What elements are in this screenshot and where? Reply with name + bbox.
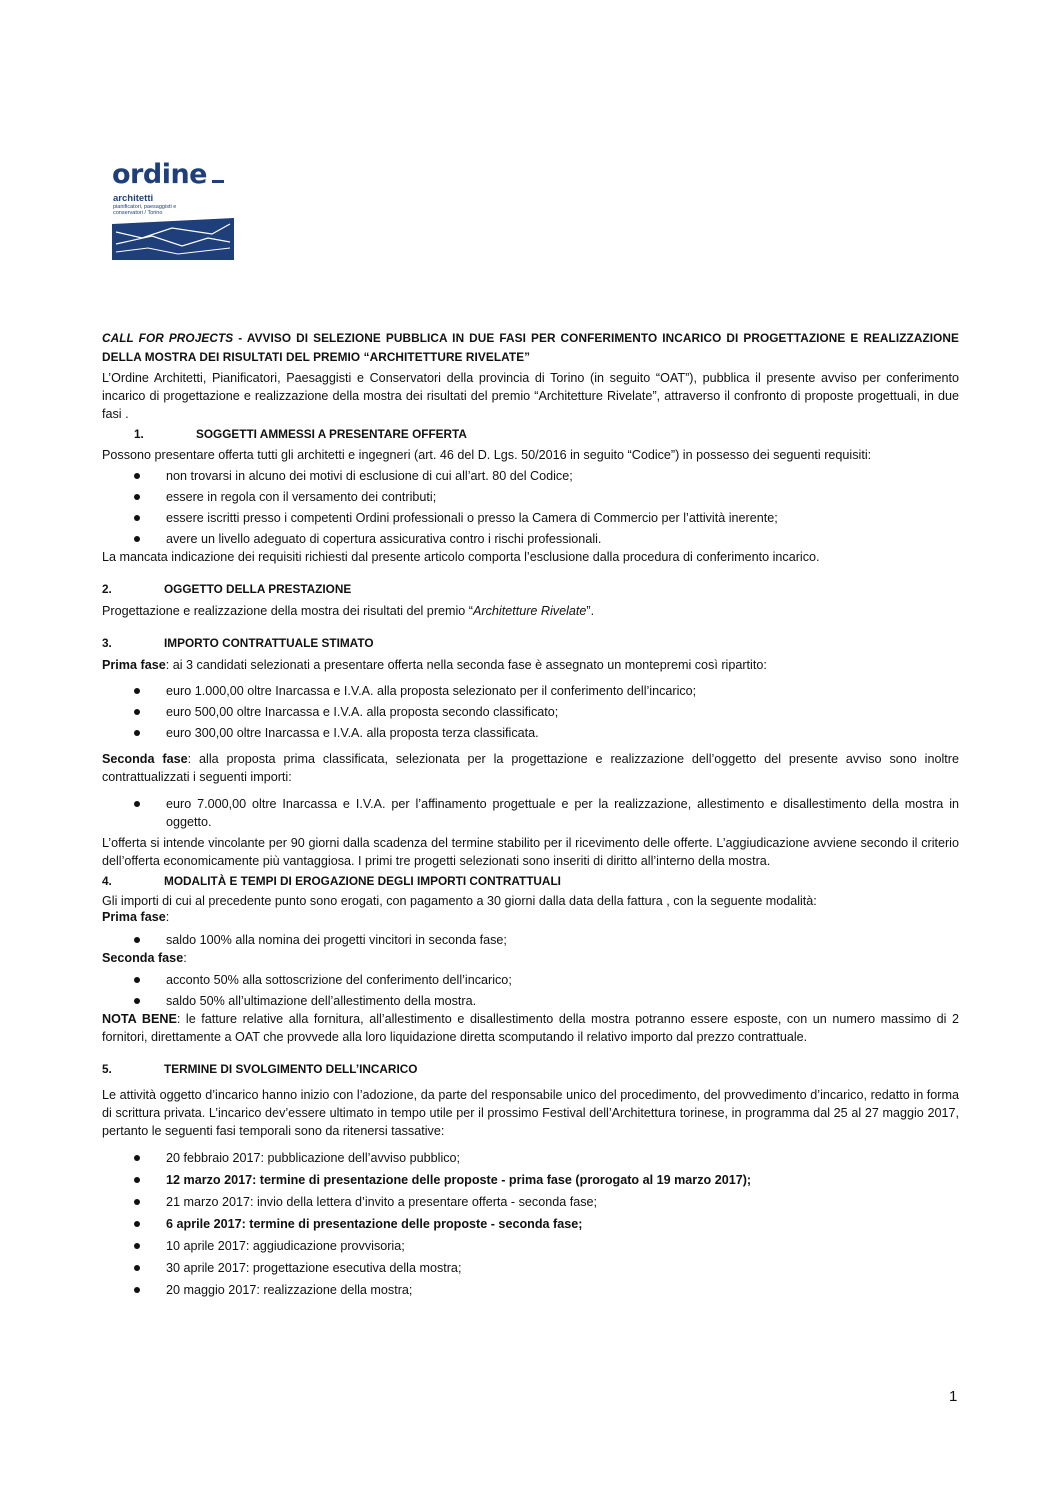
- list-item: 30 aprile 2017: progettazione esecutiva della mostra;: [102, 1259, 959, 1277]
- list-item: 12 marzo 2017: termine di presentazione delle proposte - prima fase (prorogato al 19 marzo 2017);: [102, 1171, 959, 1189]
- list-item: euro 300,00 oltre Inarcassa e I.V.A. alla proposta terza classificata.: [102, 724, 959, 742]
- list-item: 21 marzo 2017: invio della lettera d’invito a presentare offerta - seconda fase;: [102, 1193, 959, 1211]
- seconda-fase-payments: [102, 971, 959, 1010]
- list-item: saldo 100% alla nomina dei progetti vincitori in seconda fase;: [102, 931, 959, 949]
- section-4-prima-label: Prima fase:: [102, 910, 170, 924]
- list-item: essere in regola con il versamento dei contributi;: [102, 488, 959, 506]
- list-item: essere iscritti presso i competenti Ordini professionali o presso la Camera di Commercio per l’attività inerente;: [102, 509, 959, 527]
- list-item: 6 aprile 2017: termine di presentazione delle proposte - seconda fase;: [102, 1215, 959, 1233]
- list-item: euro 500,00 oltre Inarcassa e I.V.A. alla proposta secondo classificato;: [102, 703, 959, 721]
- section-3-heading: 3. IMPORTO CONTRATTUALE STIMATO: [102, 636, 374, 650]
- section-5-heading: 5. TERMINE DI SVOLGIMENTO DELL’INCARICO: [102, 1062, 418, 1076]
- logo-wordmark: ordine: [112, 160, 224, 190]
- prima-fase-payments: [102, 931, 959, 949]
- list-item: acconto 50% alla sottoscrizione del conferimento dell’incarico;: [102, 971, 959, 989]
- list-item: saldo 50% all’ultimazione dell’allestimento della mostra.: [102, 992, 959, 1010]
- logo-line1: architetti: [113, 193, 154, 204]
- document-title: CALL FOR PROJECTS - AVVISO DI SELEZIONE PUBBLICA IN DUE FASI PER CONFERIMENTO INCARICO DI PROGETTAZIONE E REALIZZAZIONE DELLA MOSTRA DEI RISULTATI DEL PREMIO “ARCHITETTURE RIVELATE”: [102, 331, 959, 364]
- list-item: euro 7.000,00 oltre Inarcassa e I.V.A. per l’affinamento progettuale e per la realizzazione, allestimento e disallestimento della mostra in oggetto.: [102, 795, 959, 831]
- list-item: 20 maggio 2017: realizzazione della mostra;: [102, 1281, 959, 1299]
- timeline-list: [102, 1149, 959, 1299]
- section-1-text: Possono presentare offerta tutti gli architetti e ingegneri (art. 46 del D. Lgs. 50/2016 in seguito “Codice”) in possesso dei seguenti requisiti:: [102, 448, 872, 462]
- logo-emblem: [112, 218, 234, 260]
- list-item: 20 febbraio 2017: pubblicazione dell’avviso pubblico;: [102, 1149, 959, 1167]
- logo-line2: pianificatori, paesaggisti e conservatori / Torino: [113, 204, 177, 216]
- prima-fase-prizes: [102, 682, 959, 742]
- ordine-logo: [112, 160, 237, 260]
- section-1-footer: La mancata indicazione dei requisiti richiesti dal presente articolo comporta l’esclusione dalla procedura di conferimento incarico.: [102, 550, 820, 564]
- document-body: [102, 329, 959, 1299]
- page-number: 1: [949, 1388, 958, 1405]
- requirements-list: [102, 467, 959, 548]
- section-4-heading: 4. MODALITÀ E TEMPI DI EROGAZIONE DEGLI IMPORTI CONTRATTUALI: [102, 874, 561, 888]
- nota-bene: NOTA BENE: le fatture relative alla fornitura, all’allestimento e disallestimento della mostra potranno essere esposte, con un numero massimo di 2 fornitori, direttamente a OAT che provvede alla loro liquidazione diretta scomputando il relativo importo dal prezzo contrattuale.: [102, 1012, 959, 1044]
- list-item: non trovarsi in alcuno dei motivi di esclusione di cui all’art. 80 del Codice;: [102, 467, 959, 485]
- section-3-prima: Prima fase: ai 3 candidati selezionati a presentare offerta nella seconda fase è assegnato un montepremi così ripartito:: [102, 658, 767, 672]
- section-5-text: Le attività oggetto d’incarico hanno inizio con l’adozione, da parte del responsabile unico del procedimento, del provvedimento d’incarico, redatto in forma di scrittura privata. L’incarico dev’essere ultimato in tempo utile per il prossimo Festival dell’Architettura torinese, in programma dal 25 al 27 maggio 2017, pertanto le seguenti fasi temporali sono da ritenersi tassative:: [102, 1088, 959, 1138]
- list-item: euro 1.000,00 oltre Inarcassa e I.V.A. alla proposta selezionato per il conferimento dell’incarico;: [102, 682, 959, 700]
- list-item: 10 aprile 2017: aggiudicazione provvisoria;: [102, 1237, 959, 1255]
- section-2-text: Progettazione e realizzazione della mostra dei risultati del premio “Architetture Rivelate”.: [102, 604, 595, 618]
- seconda-fase-amounts: [102, 795, 959, 831]
- section-4-text: Gli importi di cui al precedente punto sono erogati, con pagamento a 30 giorni dalla data della fattura , con la seguente modalità:: [102, 894, 817, 908]
- list-item: avere un livello adeguato di copertura assicurativa contro i rischi professionali.: [102, 530, 959, 548]
- section-3-seconda: Seconda fase: alla proposta prima classificata, selezionata per la progettazione e realizzazione dell’oggetto del presente avviso sono inoltre contrattualizzati i seguenti importi:: [102, 752, 959, 784]
- section-3-footer: L’offerta si intende vincolante per 90 giorni dalla scadenza del termine stabilito per il ricevimento delle offerte. L’aggiudicazione avviene secondo il criterio dell’offerta economicamente più vantaggiosa. I primi tre progetti selezionati sono inseriti di diritto all’interno della mostra.: [102, 836, 959, 868]
- section-1-heading: 1. SOGGETTI AMMESSI A PRESENTARE OFFERTA: [134, 427, 467, 441]
- section-2-heading: 2. OGGETTO DELLA PRESTAZIONE: [102, 582, 352, 596]
- intro-paragraph: L’Ordine Architetti, Pianificatori, Paesaggisti e Conservatori della provincia di Torino (in seguito “OAT”), pubblica il presente avviso per conferimento incarico di progettazione e realizzazione della mostra dei risultati del premio “Architetture Rivelate”, attraverso il confronto di proposte progettuali, in due fasi .: [102, 371, 959, 421]
- section-4-seconda-label: Seconda fase:: [102, 951, 187, 965]
